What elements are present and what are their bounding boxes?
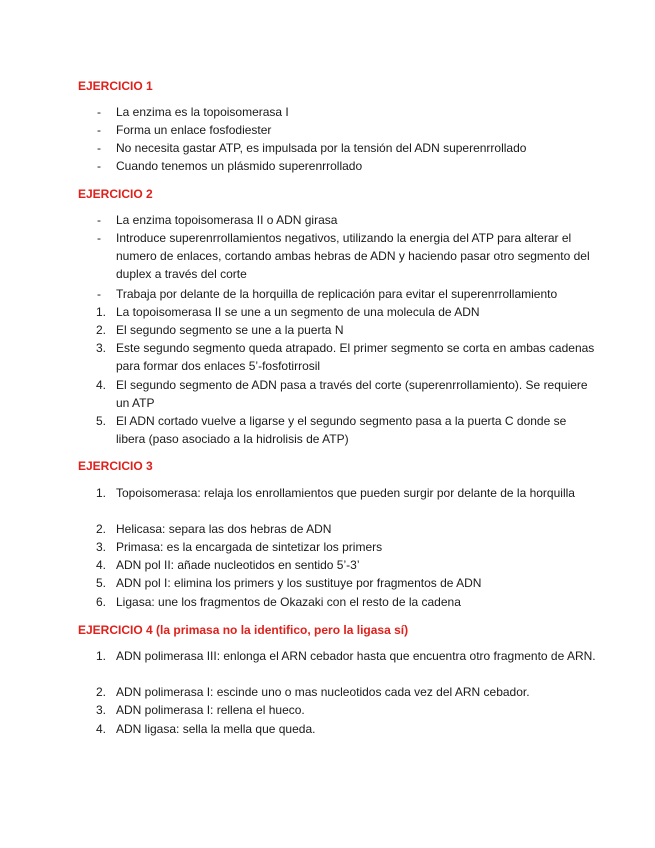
list-marker: -	[97, 287, 101, 301]
list-item	[96, 303, 596, 321]
list-marker: 1.	[96, 649, 107, 663]
list-item-text: Trabaja por delante de la horquilla de replicación para evitar el superenrrollamiento	[116, 287, 558, 301]
list-item	[96, 701, 596, 719]
list-item-text: No necesita gastar ATP, es impulsada por la tensión del ADN superenrrollado	[116, 141, 527, 155]
list-item-text: Este segundo segmento queda atrapado. El primer segmento se corta en ambas cadenas para formar dos enlaces 5’-fosfotirrosil	[116, 341, 595, 373]
list-marker: -	[97, 231, 101, 245]
list-item-text: ADN pol I: elimina los primers y los sustituye por fragmentos de ADN	[116, 576, 482, 590]
list-item	[96, 285, 596, 303]
list-item-text: ADN polimerasa I: escinde uno o mas nucleotidos cada vez del ARN cebador.	[116, 685, 530, 699]
list-item	[96, 412, 596, 448]
list-item	[96, 229, 596, 283]
list-item-text: Ligasa: une los fragmentos de Okazaki con el resto de la cadena	[116, 595, 461, 609]
list-marker: 2.	[96, 522, 107, 536]
list-marker: 4.	[96, 558, 107, 572]
section-heading-4: EJERCICIO 4 (la primasa no la identifico, pero la ligasa sí)	[78, 623, 409, 637]
list-item	[96, 556, 596, 574]
list-item-text: El segundo segmento se une a la puerta N	[116, 323, 344, 337]
list-marker: 1.	[96, 305, 107, 319]
list-item-text: La topoisomerasa II se une a un segmento de una molecula de ADN	[116, 305, 480, 319]
list-marker: 1.	[96, 486, 107, 500]
list-marker: 3.	[96, 341, 107, 355]
list-item	[96, 647, 596, 665]
list-marker: 2.	[96, 323, 107, 337]
list-item-text: ADN polimerasa I: rellena el hueco.	[116, 703, 305, 717]
list-item-text: ADN ligasa: sella la mella que queda.	[116, 722, 316, 736]
list-item-text: La enzima es la topoisomerasa I	[116, 105, 289, 119]
list-item-text: Helicasa: separa las dos hebras de ADN	[116, 522, 332, 536]
list-item-text: La enzima topoisomerasa II o ADN girasa	[116, 213, 338, 227]
list-item	[96, 538, 596, 556]
list-marker: -	[97, 123, 101, 137]
section-heading-3: EJERCICIO 3	[78, 459, 153, 473]
list-item-text: Topoisomerasa: relaja los enrollamientos que pueden surgir por delante de la horquilla	[116, 486, 575, 500]
list-item	[96, 157, 596, 175]
list-item-text: ADN pol II: añade nucleotidos en sentido 5’-3’	[116, 558, 360, 572]
list-marker: 2.	[96, 685, 107, 699]
list-item	[96, 683, 596, 701]
list-marker: 6.	[96, 595, 107, 609]
list-item	[96, 520, 596, 538]
list-item	[96, 376, 596, 412]
list-item	[96, 103, 596, 121]
list-item-text: Forma un enlace fosfodiester	[116, 123, 272, 137]
list-marker: 3.	[96, 540, 107, 554]
list-item	[96, 593, 596, 611]
list-item-text: El ADN cortado vuelve a ligarse y el segundo segmento pasa a la puerta C donde se libera (paso asociado a la hidrolisis de ATP)	[116, 414, 567, 446]
list-marker: 3.	[96, 703, 107, 717]
list-item-text: ADN polimerasa III: enlonga el ARN cebador hasta que encuentra otro fragmento de ARN.	[116, 649, 596, 663]
list-item	[96, 321, 596, 339]
list-item-text: El segundo segmento de ADN pasa a través del corte (superenrrollamiento). Se requiere un ATP	[116, 378, 588, 410]
list-marker: -	[97, 105, 101, 119]
list-marker: -	[97, 213, 101, 227]
list-item-text: Primasa: es la encargada de sintetizar los primers	[116, 540, 383, 554]
list-marker: 4.	[96, 722, 107, 736]
list-item	[96, 484, 596, 502]
list-item	[96, 211, 596, 229]
list-item	[96, 339, 596, 375]
list-marker: 5.	[96, 576, 107, 590]
list-marker: 5.	[96, 414, 107, 428]
list-item	[96, 139, 596, 157]
list-marker: 4.	[96, 378, 107, 392]
list-item	[96, 574, 596, 592]
list-item-text: Cuando tenemos un plásmido superenrrollado	[116, 159, 363, 173]
list-marker: -	[97, 141, 101, 155]
list-item	[96, 121, 596, 139]
list-item	[96, 720, 596, 738]
list-item-text: Introduce superenrrollamientos negativos, utilizando la energia del ATP para alterar el numero de enlaces, cortando ambas hebras de ADN y haciendo pasar otro segmento del duplex a través del corte	[116, 231, 590, 281]
section-heading-2: EJERCICIO 2	[78, 187, 153, 201]
section-heading-1: EJERCICIO 1	[78, 79, 153, 93]
list-marker: -	[97, 159, 101, 173]
